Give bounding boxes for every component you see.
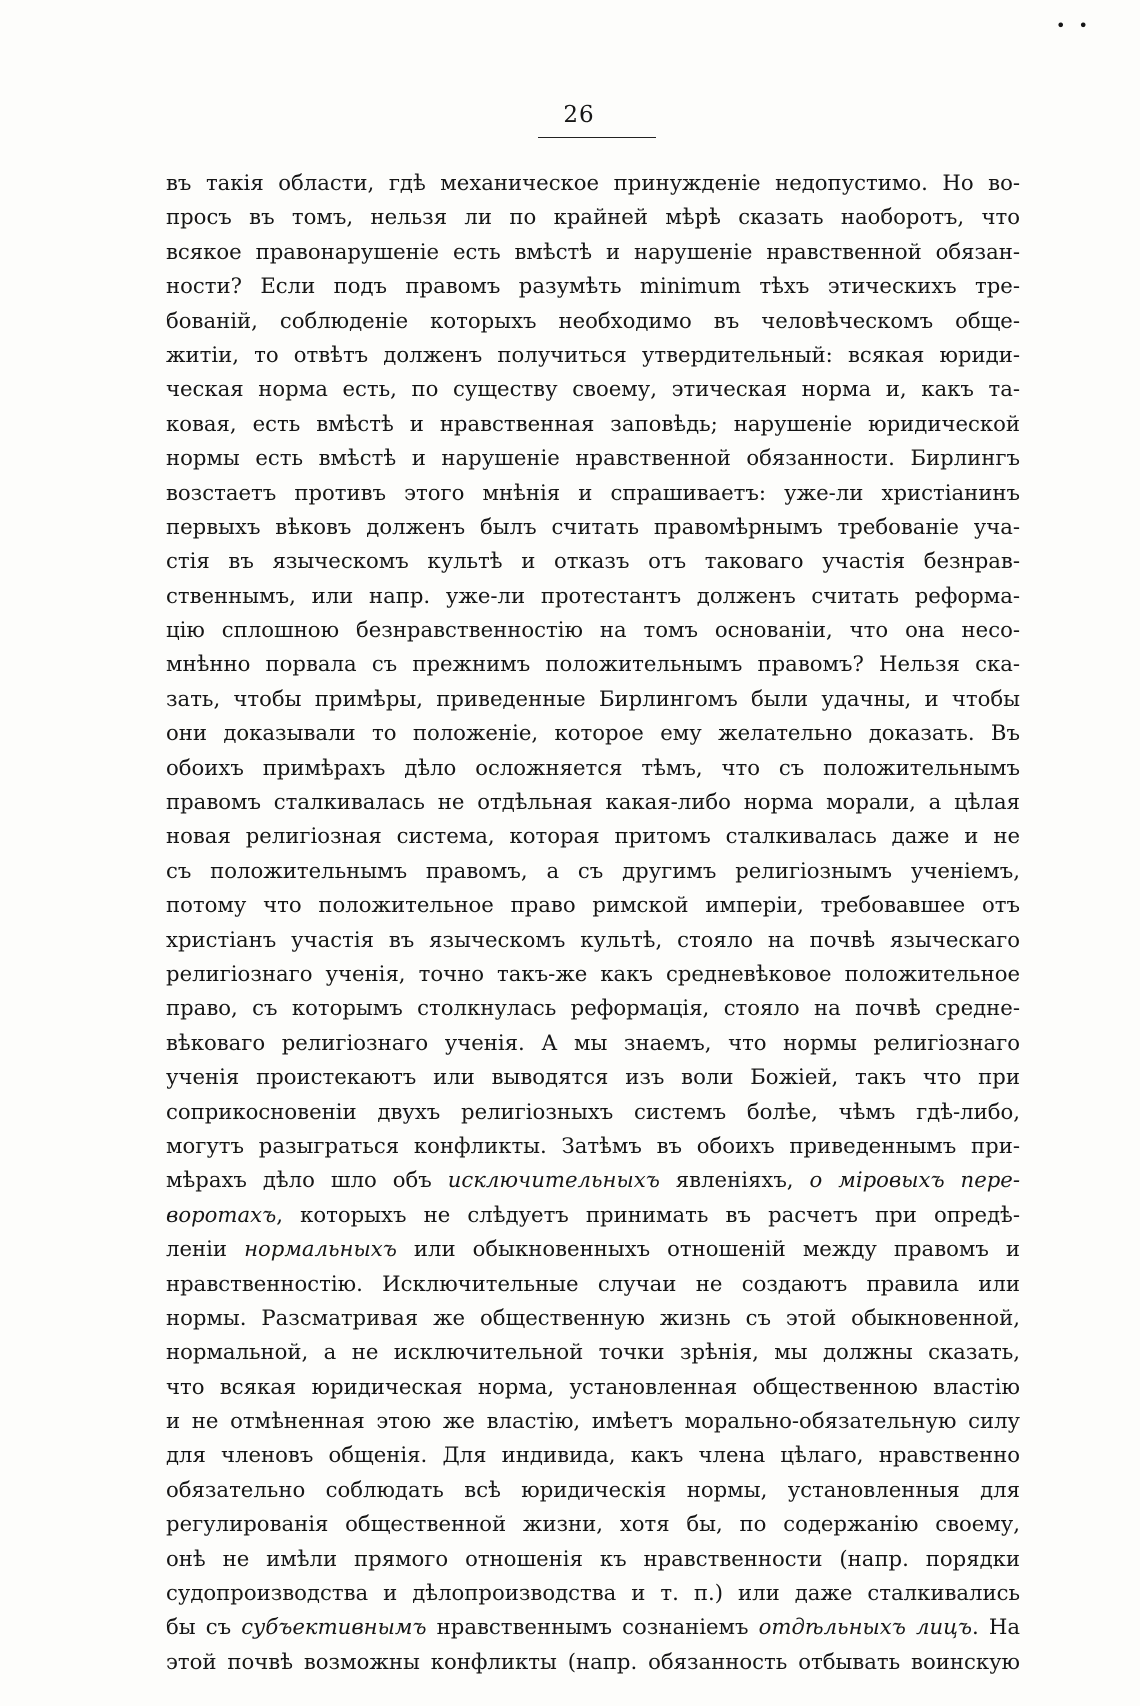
text-run: нормы. Разсматривая же общественную жизнь съ этой обыкновенной,: [166, 1304, 1020, 1330]
text-run: или обыкновенныхъ отношеній между правомъ и: [396, 1236, 1020, 1262]
text-run: вѣковаго религіознаго ученія. А мы знаемъ, что нормы религіознаго: [166, 1029, 1020, 1055]
text-run: могутъ разыграться конфликты. Затѣмъ въ обоихъ приведеннымъ при-: [166, 1132, 1020, 1158]
text-line: [166, 751, 1020, 785]
text-run: ковая, есть вмѣстѣ и нравственная заповѣдь; нарушеніе юридической: [166, 410, 1020, 436]
text-line: [166, 372, 1020, 406]
text-run: въ такія области, гдѣ механическое принужденіе недопустимо. Но во-: [166, 170, 1020, 195]
text-line: [166, 854, 1020, 888]
text-line: [166, 1370, 1020, 1404]
text-run: съ положительнымъ правомъ, а съ другимъ религіознымъ ученіемъ,: [166, 857, 1020, 883]
text-run: мнѣнно порвала съ прежнимъ положительнымъ правомъ? Нельзя ска-: [166, 651, 1020, 677]
text-run: первыхъ вѣковъ долженъ былъ считать правомѣрнымъ требованіе уча-: [166, 513, 1020, 539]
text-run: новая религіозная система, которая притомъ сталкивалась даже и не: [166, 823, 1020, 849]
text-line: [166, 1438, 1020, 1472]
text-run: регулированія общественной жизни, хотя бы, по содержанію своему,: [166, 1511, 1020, 1537]
text-run: . На: [972, 1614, 1020, 1640]
text-run: для членовъ общенія. Для индивида, какъ члена цѣлаго, нравственно: [166, 1442, 1020, 1468]
text-line: [166, 819, 1020, 853]
corner-marks: • •: [1056, 16, 1092, 35]
text-line: [166, 200, 1020, 234]
text-line: [166, 1301, 1020, 1335]
text-run: этой почвѣ возможны конфликты (напр. обязанность отбывать воинскую: [166, 1648, 1020, 1674]
text-line: [166, 923, 1020, 957]
text-line: [166, 1576, 1020, 1610]
italic-run: отдѣльныхъ лицъ: [758, 1614, 973, 1640]
text-line: [166, 269, 1020, 303]
text-line: [166, 1507, 1020, 1541]
text-line: [166, 338, 1020, 372]
text-run: ственнымъ, или напр. уже-ли протестантъ долженъ считать реформа-: [166, 582, 1020, 608]
text-line: [166, 785, 1020, 819]
text-run: зать, чтобы примѣры, приведенные Бирлингомъ были удачны, и чтобы: [166, 685, 1020, 711]
text-line: [166, 1060, 1020, 1094]
text-run: потому что положительное право римской имперіи, требовавшее отъ: [166, 892, 1020, 918]
text-line: [166, 1542, 1020, 1576]
text-line: [166, 510, 1020, 544]
text-line: [166, 476, 1020, 510]
text-run: соприкосновеніи двухъ религіозныхъ системъ болѣе, чѣмъ гдѣ-либо,: [166, 1098, 1020, 1124]
text-line: [166, 1198, 1020, 1232]
text-run: и не отмѣненная этою же властію, имѣетъ морально-обязательную силу: [166, 1408, 1020, 1434]
text-line: [166, 407, 1020, 441]
text-line: [166, 716, 1020, 750]
text-run: ческая норма есть, по существу своему, этическая норма и, какъ та-: [166, 376, 1020, 402]
text-run: они доказывали то положеніе, которое ему желательно доказать. Въ: [166, 720, 1020, 746]
text-run: бованій, соблюденіе которыхъ необходимо въ человѣческомъ обще-: [166, 307, 1020, 333]
text-run: леніи: [166, 1236, 245, 1262]
italic-run: субъективнымъ: [241, 1614, 427, 1640]
text-line: [166, 1163, 1020, 1197]
text-run: ности? Если подъ правомъ разумѣть minimum тѣхъ этическихъ тре-: [166, 273, 1020, 299]
text-line: [166, 1610, 1020, 1644]
text-line: [166, 613, 1020, 647]
text-line: [166, 441, 1020, 475]
text-line: [166, 1026, 1020, 1060]
text-run: обоихъ примѣрахъ дѣло осложняется тѣмъ, что съ положительнымъ: [166, 754, 1020, 780]
text-line: [166, 579, 1020, 613]
text-run: нравственнымъ сознаніемъ: [426, 1614, 759, 1640]
text-line: [166, 991, 1020, 1025]
text-run: нормальной, а не исключительной точки зрѣнія, мы должны сказать,: [166, 1339, 1020, 1365]
text-line: [166, 682, 1020, 716]
text-line: [166, 888, 1020, 922]
text-line: [166, 1335, 1020, 1369]
text-run: мѣрахъ дѣло шло объ: [166, 1167, 448, 1193]
body-text: [166, 166, 1020, 1679]
text-run: религіознаго ученія, точно такъ-же какъ средневѣковое положительное: [166, 960, 1020, 986]
text-run: судопроизводства и дѣлопроизводства и т. п.) или даже сталкивались: [166, 1580, 1020, 1606]
text-line: [166, 1232, 1020, 1266]
italic-run: нормальныхъ: [244, 1236, 397, 1262]
text-run: житіи, то отвѣтъ долженъ получиться утвердительный: всякая юриди-: [166, 341, 1020, 367]
text-run: возстаетъ противъ этого мнѣнія и спрашиваетъ: уже-ли христіанинъ: [166, 479, 1020, 505]
text-run: право, съ которымъ столкнулась реформація, стояло на почвѣ средне-: [166, 995, 1020, 1021]
italic-run: о міровыхъ пере-: [809, 1167, 1020, 1193]
text-run: бы съ: [166, 1614, 242, 1640]
header-rule: [538, 137, 656, 138]
text-run: явленіяхъ,: [659, 1167, 810, 1193]
text-line: [166, 1129, 1020, 1163]
text-run: ученія проистекаютъ или выводятся изъ воли Божіей, такъ что при: [166, 1064, 1020, 1090]
text-line: [166, 1473, 1020, 1507]
text-line: [166, 166, 1020, 200]
text-run: обязательно соблюдать всѣ юридическія нормы, установленныя для: [166, 1476, 1020, 1502]
text-line: [166, 647, 1020, 681]
text-run: нормы есть вмѣстѣ и нарушеніе нравственной обязанности. Бирлингъ: [166, 445, 1020, 471]
italic-run: исключительныхъ: [447, 1167, 660, 1193]
text-line: [166, 1404, 1020, 1438]
text-line: [166, 544, 1020, 578]
text-run: , которыхъ не слѣдуетъ принимать въ расчетъ при опредѣ-: [276, 1201, 1020, 1227]
text-run: правомъ сталкивалась не отдѣльная какая-либо норма морали, а цѣлая: [166, 789, 1020, 815]
text-run: стія въ языческомъ культѣ и отказъ отъ таковаго участія безнрав-: [166, 548, 1020, 574]
text-line: [166, 1645, 1020, 1679]
text-line: [166, 235, 1020, 269]
text-run: онѣ не имѣли прямого отношенія къ нравственности (напр. порядки: [166, 1545, 1020, 1571]
text-line: [166, 1267, 1020, 1301]
text-run: просъ въ томъ, нельзя ли по крайней мѣрѣ сказать наоборотъ, что: [166, 204, 1020, 230]
page-number: 26: [563, 102, 595, 128]
text-run: всякое правонарушеніе есть вмѣстѣ и нарушеніе нравственной обязан-: [166, 238, 1020, 264]
text-line: [166, 957, 1020, 991]
text-run: нравственностію. Исключительные случаи не создаютъ правила или: [166, 1270, 1020, 1296]
italic-run: воротахъ: [166, 1201, 277, 1227]
text-run: что всякая юридическая норма, установленная общественною властію: [166, 1373, 1020, 1399]
text-line: [166, 1095, 1020, 1129]
text-run: цію сплошною безнравственностію на томъ основаніи, что она несо-: [166, 617, 1020, 643]
text-line: [166, 304, 1020, 338]
text-run: христіанъ участія въ языческомъ культѣ, стояло на почвѣ языческаго: [166, 926, 1020, 952]
